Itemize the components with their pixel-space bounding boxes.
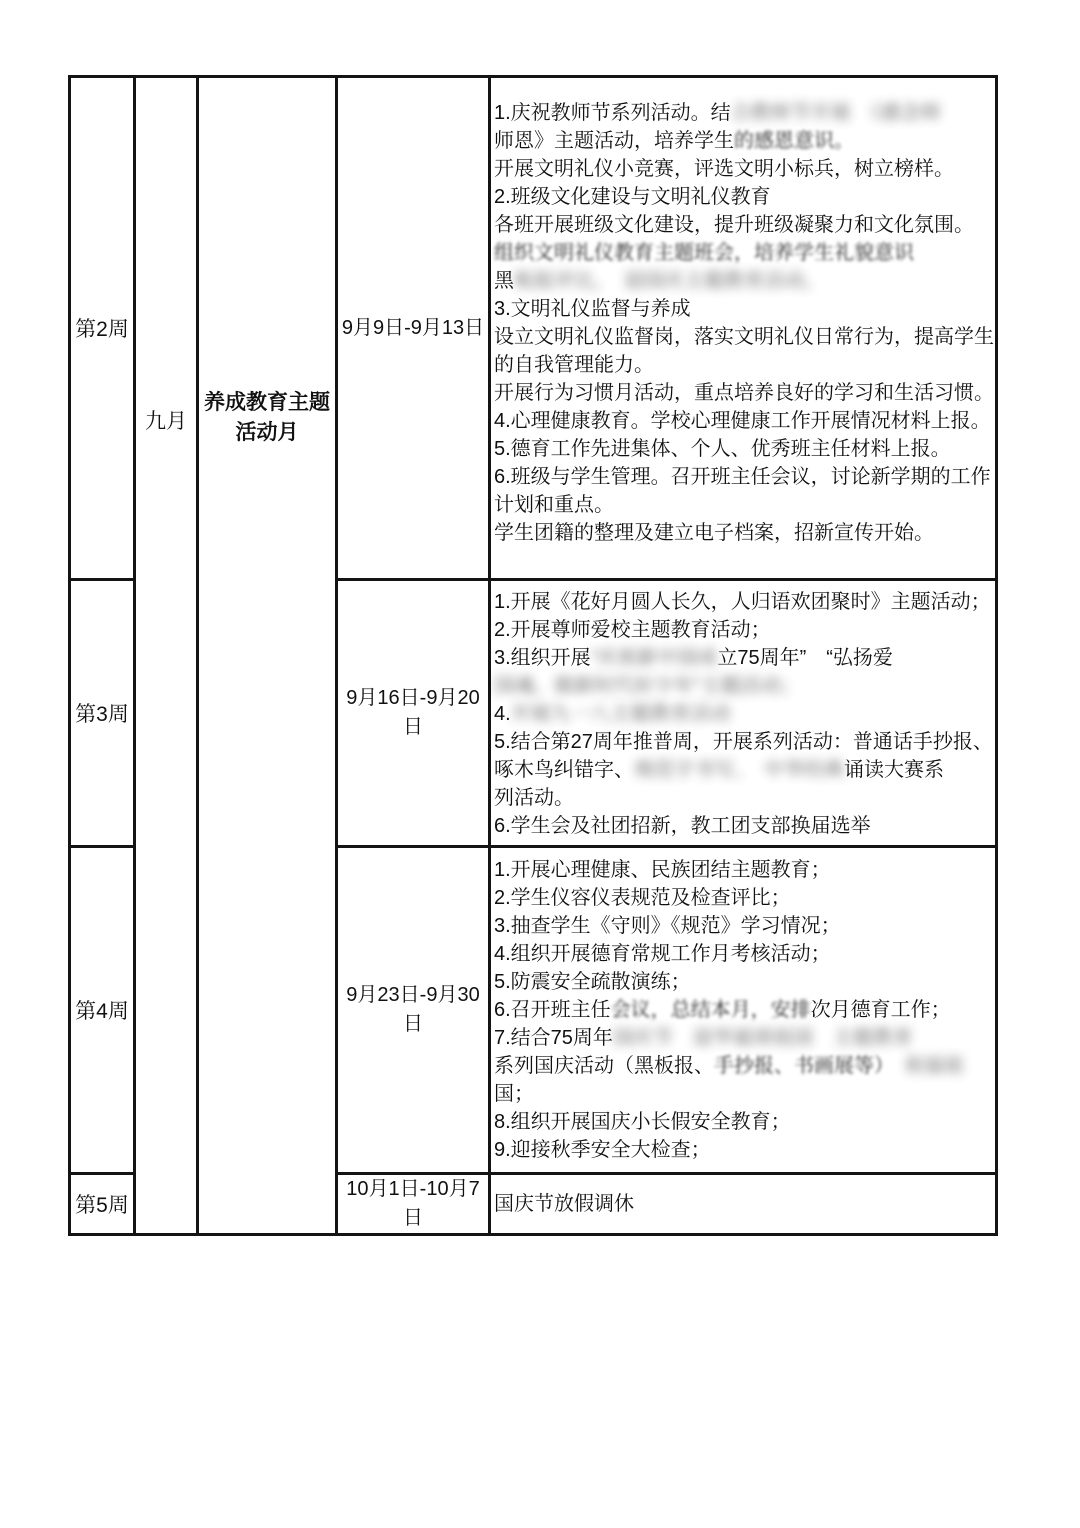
date-cell: 10月1日-10月7日 <box>337 1174 490 1235</box>
content-line <box>494 99 995 127</box>
content-line <box>494 1191 995 1217</box>
content-line <box>494 784 995 812</box>
content-text: 1.开展心理健康、民族团结主题教育； <box>494 859 831 881</box>
content-line <box>494 1024 995 1052</box>
content-text: 学生团籍的整理及建立电子档案，招新宣传开始。 <box>494 522 934 544</box>
schedule-table-wrapper <box>68 75 998 1236</box>
redacted-text: “庆祝新中国成 <box>590 647 718 669</box>
month-cell <box>135 77 198 1235</box>
content-text: 国庆节放假调休 <box>494 1193 634 1215</box>
content-text: 开展行为习惯月活动，重点培养良好的学习和生活习惯。 <box>494 382 994 404</box>
content-text: 8.组织开展国庆小长假安全教育； <box>494 1111 791 1133</box>
theme-label: 养成教育主题活动月 <box>204 391 330 444</box>
content-line <box>494 616 995 644</box>
content-line <box>494 912 995 940</box>
content-line <box>494 183 995 211</box>
content-lines <box>491 848 995 1164</box>
week-cell: 第2周 <box>70 77 135 580</box>
content-text: 次月德育工作； <box>810 999 951 1021</box>
date-cell: 9月9日-9月13日 <box>337 77 490 580</box>
redacted-text: 规范字书写、 中华经典 <box>634 759 844 781</box>
content-line <box>494 812 995 840</box>
content-line <box>494 1080 995 1108</box>
content-text: 5.德育工作先进集体、个人、优秀班主任材料上报。 <box>494 438 951 460</box>
content-text: 2.学生仪容仪表规范及检查评比； <box>494 887 791 909</box>
date-cell: 9月23日-9月30日 <box>337 847 490 1174</box>
content-text: 6.召开班主任 <box>494 999 611 1021</box>
content-lines <box>491 78 995 547</box>
content-line <box>494 351 995 379</box>
content-line <box>494 155 995 183</box>
schedule-table <box>68 75 998 1236</box>
content-text: 国； <box>494 1083 534 1105</box>
content-line <box>494 211 995 239</box>
content-line <box>494 267 995 295</box>
content-text: 5.结合第27周年推普周，开展系列活动：普通话手抄报、 <box>494 731 993 753</box>
content-text: 黑 <box>494 270 514 292</box>
content-line <box>494 1108 995 1136</box>
content-line <box>494 463 995 491</box>
table-row <box>70 77 997 580</box>
date-cell: 9月16日-9月20日 <box>337 580 490 847</box>
content-text: 系列国庆活动（黑板报、 <box>494 1055 714 1077</box>
content-text: 计划和重点。 <box>494 494 614 516</box>
content-line <box>494 379 995 407</box>
redacted-text: 国魂、做新时代好少年”主题活动； <box>494 675 801 697</box>
content-text: 立75周年” “弘扬爱 <box>717 647 893 669</box>
content-text: 诵读大赛系 <box>844 759 944 781</box>
content-text: 3.文明礼仪监督与养成 <box>494 298 691 320</box>
content-line <box>494 884 995 912</box>
content-cell <box>490 77 997 580</box>
content-text: 6.学生会及社团招新，教工团支部换届选举 <box>494 815 871 837</box>
redacted-text: 合教师节开展 《感念师 <box>730 102 941 124</box>
week-cell: 第4周 <box>70 847 135 1174</box>
content-text: 9.迎接秋季安全大检查； <box>494 1139 711 1161</box>
content-line <box>494 644 995 672</box>
redacted-text: 开展九一八主题教育活动 <box>510 703 731 725</box>
content-cell <box>490 1174 997 1235</box>
content-line <box>494 940 995 968</box>
content-cell <box>490 580 997 847</box>
content-line <box>494 856 995 884</box>
content-text: 啄木鸟纠错字、 <box>494 759 634 781</box>
redacted-text: 手抄报、书画展等） <box>714 1055 884 1077</box>
content-text: 2.班级文化建设与文明礼仪教育 <box>494 186 771 208</box>
content-line <box>494 1052 995 1080</box>
month-label: 九月 <box>145 410 187 433</box>
content-line <box>494 588 995 616</box>
content-text: 4.心理健康教育。学校心理健康工作开展情况材料上报。 <box>494 410 991 432</box>
redacted-text: 的感恩意识。 <box>734 130 854 152</box>
content-text: 设立文明礼仪监督岗，落实文明礼仪日常行为，提高学生 <box>494 326 994 348</box>
redacted-text: 国庆节 迎华诞颂祖国 主题教育 <box>612 1027 913 1049</box>
content-line <box>494 491 995 519</box>
content-line <box>494 968 995 996</box>
content-line <box>494 1136 995 1164</box>
week-cell: 第5周 <box>70 1174 135 1235</box>
theme-cell <box>198 77 337 1235</box>
content-text: 各班开展班级文化建设，提升班级凝聚力和文化氛围。 <box>494 214 974 236</box>
content-text: 6.班级与学生管理。召开班主任会议，讨论新学期的工作 <box>494 466 991 488</box>
content-text: 4. <box>494 703 511 725</box>
content-text: 列活动。 <box>494 787 574 809</box>
redacted-text: 板报评比， 迎国庆主题教育活动。 <box>514 270 824 292</box>
content-line <box>494 728 995 756</box>
content-text: 4.组织开展德育常规工作月考核活动； <box>494 943 831 965</box>
content-text: 开展文明礼仪小竞赛，评选文明小标兵，树立榜样。 <box>494 158 954 180</box>
content-lines <box>491 1191 995 1217</box>
content-line <box>494 127 995 155</box>
content-text: 3.组织开展 <box>494 647 591 669</box>
content-line <box>494 407 995 435</box>
content-lines <box>491 581 995 840</box>
content-line <box>494 323 995 351</box>
content-line <box>494 295 995 323</box>
redacted-text: 会议，总结本月，安排 <box>610 999 811 1021</box>
content-line <box>494 700 995 728</box>
content-text: 3.抽查学生《守则》《规范》学习情况； <box>494 915 841 937</box>
content-text: 1.开展《花好月圆人长久，人归语欢团聚时》主题活动； <box>494 591 991 613</box>
content-text: 2.开展尊师爱校主题教育活动； <box>494 619 771 641</box>
redacted-text: 祝福祖 <box>884 1055 964 1077</box>
content-line <box>494 239 995 267</box>
content-text: 7.结合75周年 <box>494 1027 613 1049</box>
content-text: 的自我管理能力。 <box>494 354 654 376</box>
content-line <box>494 519 995 547</box>
content-line <box>494 435 995 463</box>
content-text: 5.防震安全疏散演练； <box>494 971 691 993</box>
content-text: 师恩》主题活动，培养学生 <box>494 130 734 152</box>
content-cell <box>490 847 997 1174</box>
content-text: 1.庆祝教师节系列活动。结 <box>494 102 731 124</box>
content-line <box>494 996 995 1024</box>
content-line <box>494 672 995 700</box>
content-line <box>494 756 995 784</box>
week-cell: 第3周 <box>70 580 135 847</box>
redacted-text: 组织文明礼仪教育主题班会，培养学生礼貌意识 <box>494 242 914 264</box>
